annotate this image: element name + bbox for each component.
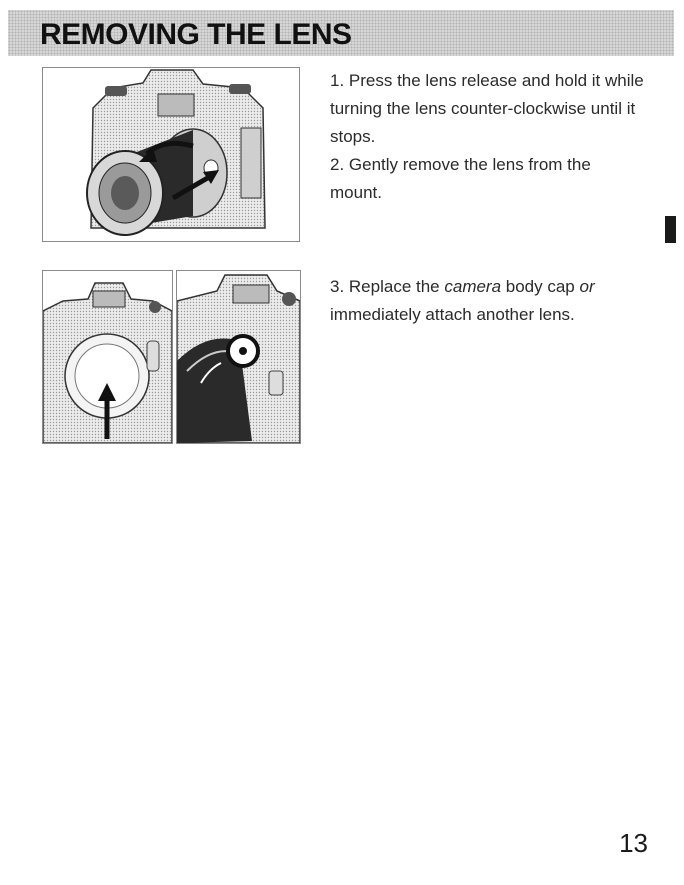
- figure-mount-index: [176, 270, 301, 444]
- lens-mount-index-illustration: [177, 271, 300, 443]
- section-tab-marker: [665, 216, 676, 243]
- step-3-part3: body cap: [501, 277, 580, 296]
- instruction-step-2: [330, 151, 630, 207]
- instruction-step-3: [330, 273, 640, 329]
- step-1-text: 1. Press the lens release and hold it while turning the lens counter-clockwise until it stops.: [330, 71, 644, 146]
- camera-lens-rotate-illustration: [43, 68, 299, 241]
- body-cap-attach-illustration: [43, 271, 172, 443]
- page-title: REMOVING THE LENS: [40, 18, 352, 51]
- instruction-step-1: [330, 67, 650, 151]
- page-number: 13: [619, 828, 648, 858]
- step-3-part5: immediately attach another lens.: [330, 305, 575, 324]
- step-3-part1: 3. Replace the: [330, 277, 445, 296]
- step-2-text: 2. Gently remove the lens from the mount.: [330, 155, 591, 202]
- step-3-part4: or: [579, 277, 595, 296]
- figure-body-cap: [42, 270, 173, 444]
- figure-remove-lens: [42, 67, 300, 242]
- step-3-part2: camera: [444, 277, 502, 296]
